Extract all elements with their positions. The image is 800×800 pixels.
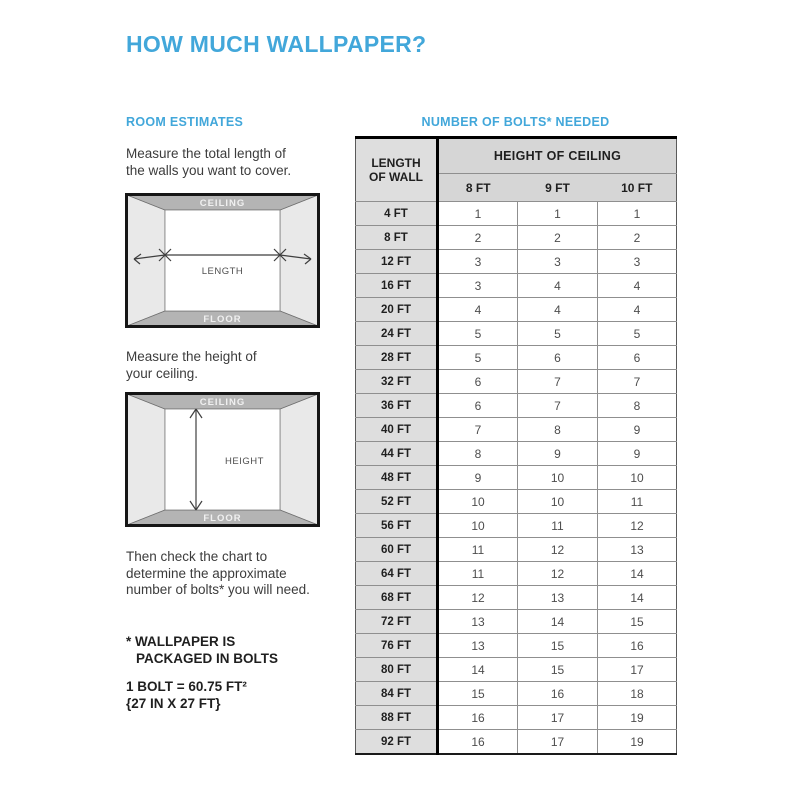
table-row xyxy=(356,226,677,250)
bolts-value-9ft: 8 xyxy=(518,418,598,442)
length-label: LENGTH xyxy=(201,266,244,277)
bolts-value-10ft: 19 xyxy=(598,706,677,730)
bolts-value-9ft: 12 xyxy=(518,538,598,562)
bolts-value-8ft: 14 xyxy=(438,658,518,682)
bolts-value-10ft: 9 xyxy=(598,418,677,442)
page-title: HOW MUCH WALLPAPER? xyxy=(126,31,427,57)
wall-length-cell: 84 FT xyxy=(356,682,438,706)
bolts-value-10ft: 16 xyxy=(598,634,677,658)
wall-length-cell: 36 FT xyxy=(356,394,438,418)
bolts-value-10ft: 12 xyxy=(598,514,677,538)
bolts-value-9ft: 6 xyxy=(518,346,598,370)
step2-line1: Measure the height of xyxy=(126,349,257,364)
ceiling-label: CEILING xyxy=(199,198,246,209)
height-label: HEIGHT xyxy=(225,456,264,467)
bolts-value-9ft: 17 xyxy=(518,730,598,755)
bolts-value-8ft: 3 xyxy=(438,250,518,274)
table-row xyxy=(356,730,677,755)
bolts-value-9ft: 17 xyxy=(518,706,598,730)
wall-length-cell: 88 FT xyxy=(356,706,438,730)
bolts-value-8ft: 13 xyxy=(438,634,518,658)
bolts-value-9ft: 11 xyxy=(518,514,598,538)
length-of-wall-line2: OF WALL xyxy=(369,170,423,184)
bolts-value-8ft: 16 xyxy=(438,730,518,755)
bolts-value-10ft: 8 xyxy=(598,394,677,418)
bolts-value-10ft: 13 xyxy=(598,538,677,562)
wall-length-cell: 72 FT xyxy=(356,610,438,634)
table-row xyxy=(356,250,677,274)
wall-length-cell: 8 FT xyxy=(356,226,438,250)
wall-length-cell: 4 FT xyxy=(356,202,438,226)
bolts-value-8ft: 11 xyxy=(438,538,518,562)
wall-length-cell: 80 FT xyxy=(356,658,438,682)
bolts-value-8ft: 2 xyxy=(438,226,518,250)
bolts-value-9ft: 4 xyxy=(518,298,598,322)
bolts-value-9ft: 13 xyxy=(518,586,598,610)
table-row xyxy=(356,346,677,370)
table-row xyxy=(356,586,677,610)
wall-length-cell: 12 FT xyxy=(356,250,438,274)
bolts-value-10ft: 18 xyxy=(598,682,677,706)
room-length-diagram xyxy=(125,193,320,328)
step2-line2: your ceiling. xyxy=(126,365,199,381)
left-wall xyxy=(127,394,165,525)
table-row xyxy=(356,538,677,562)
bolts-value-8ft: 12 xyxy=(438,586,518,610)
back-wall xyxy=(165,210,280,311)
step1-instruction xyxy=(126,146,291,179)
table-row xyxy=(356,298,677,322)
length-of-wall-line1: LENGTH xyxy=(371,156,421,170)
bolts-value-8ft: 13 xyxy=(438,610,518,634)
wall-length-cell: 32 FT xyxy=(356,370,438,394)
bolts-table xyxy=(355,136,677,755)
bolts-value-8ft: 11 xyxy=(438,562,518,586)
step3-line2: determine the approximate xyxy=(126,565,287,581)
table-row xyxy=(356,706,677,730)
wall-length-cell: 28 FT xyxy=(356,346,438,370)
bolts-value-9ft: 10 xyxy=(518,466,598,490)
bolts-value-10ft: 17 xyxy=(598,658,677,682)
col-header-9ft: 9 FT xyxy=(518,174,598,202)
bolts-value-9ft: 7 xyxy=(518,370,598,394)
bolts-value-9ft: 7 xyxy=(518,394,598,418)
bolts-value-9ft: 1 xyxy=(518,202,598,226)
footnote-line1: * WALLPAPER IS xyxy=(126,634,236,649)
bolts-value-10ft: 4 xyxy=(598,298,677,322)
bolts-value-9ft: 15 xyxy=(518,658,598,682)
bolt-note-line2: {27 IN X 27 FT} xyxy=(126,696,221,711)
floor-label: FLOOR xyxy=(203,513,242,524)
bolts-value-8ft: 15 xyxy=(438,682,518,706)
bolts-value-9ft: 15 xyxy=(518,634,598,658)
wall-length-cell: 68 FT xyxy=(356,586,438,610)
bolts-value-8ft: 1 xyxy=(438,202,518,226)
bolts-value-10ft: 5 xyxy=(598,322,677,346)
bolts-value-9ft: 3 xyxy=(518,250,598,274)
wall-length-cell: 52 FT xyxy=(356,490,438,514)
wall-length-cell: 92 FT xyxy=(356,730,438,755)
table-row xyxy=(356,658,677,682)
table-row xyxy=(356,466,677,490)
room-estimates-heading: ROOM ESTIMATES xyxy=(126,115,244,129)
table-row xyxy=(356,634,677,658)
bolts-value-8ft: 3 xyxy=(438,274,518,298)
bolt-size-note xyxy=(126,678,247,712)
step3-instruction xyxy=(126,549,310,599)
wall-length-cell: 24 FT xyxy=(356,322,438,346)
table-row xyxy=(356,322,677,346)
bolts-value-9ft: 5 xyxy=(518,322,598,346)
bolt-note-line1: 1 BOLT = 60.75 FT² xyxy=(126,679,247,694)
bolts-value-9ft: 4 xyxy=(518,274,598,298)
bolts-value-10ft: 6 xyxy=(598,346,677,370)
table-row xyxy=(356,514,677,538)
wall-length-cell: 48 FT xyxy=(356,466,438,490)
bolts-value-8ft: 5 xyxy=(438,322,518,346)
wall-length-cell: 76 FT xyxy=(356,634,438,658)
bolts-value-10ft: 14 xyxy=(598,562,677,586)
bolts-value-9ft: 12 xyxy=(518,562,598,586)
table-row xyxy=(356,490,677,514)
col-header-10ft: 10 FT xyxy=(598,174,677,202)
step2-instruction xyxy=(126,349,257,382)
step3-line3: number of bolts* you will need. xyxy=(126,582,310,597)
step1-line1: Measure the total length of xyxy=(126,146,286,161)
bolts-value-8ft: 9 xyxy=(438,466,518,490)
table-row xyxy=(356,610,677,634)
height-of-ceiling-header: HEIGHT OF CEILING xyxy=(438,138,677,174)
bolts-value-8ft: 6 xyxy=(438,394,518,418)
table-row xyxy=(356,682,677,706)
floor-label: FLOOR xyxy=(203,314,242,325)
table-row xyxy=(356,562,677,586)
bolts-value-8ft: 5 xyxy=(438,346,518,370)
table-row xyxy=(356,418,677,442)
bolts-value-8ft: 10 xyxy=(438,514,518,538)
bolts-value-10ft: 15 xyxy=(598,610,677,634)
bolts-value-10ft: 10 xyxy=(598,466,677,490)
bolts-value-9ft: 16 xyxy=(518,682,598,706)
bolts-value-8ft: 7 xyxy=(438,418,518,442)
bolts-value-9ft: 2 xyxy=(518,226,598,250)
bolts-value-8ft: 16 xyxy=(438,706,518,730)
table-row xyxy=(356,202,677,226)
wall-length-cell: 56 FT xyxy=(356,514,438,538)
right-wall xyxy=(280,394,318,525)
table-row xyxy=(356,370,677,394)
bolts-value-10ft: 7 xyxy=(598,370,677,394)
bolts-value-10ft: 9 xyxy=(598,442,677,466)
ceiling-label: CEILING xyxy=(199,397,246,408)
wall-length-cell: 64 FT xyxy=(356,562,438,586)
wall-length-cell: 16 FT xyxy=(356,274,438,298)
wall-length-cell: 40 FT xyxy=(356,418,438,442)
table-row xyxy=(356,442,677,466)
bolts-needed-heading: NUMBER OF BOLTS* NEEDED xyxy=(421,115,610,129)
bolts-value-8ft: 6 xyxy=(438,370,518,394)
table-row xyxy=(356,394,677,418)
table-row xyxy=(356,274,677,298)
step3-line1: Then check the chart to xyxy=(126,549,268,564)
bolts-value-9ft: 9 xyxy=(518,442,598,466)
bolts-value-9ft: 10 xyxy=(518,490,598,514)
wall-length-cell: 20 FT xyxy=(356,298,438,322)
footnote-line2: PACKAGED IN BOLTS xyxy=(136,651,279,666)
wallpaper-bolts-footnote xyxy=(126,633,278,667)
col-header-8ft: 8 FT xyxy=(438,174,518,202)
bolts-value-10ft: 19 xyxy=(598,730,677,755)
bolts-value-8ft: 8 xyxy=(438,442,518,466)
wall-length-cell: 44 FT xyxy=(356,442,438,466)
bolts-value-8ft: 4 xyxy=(438,298,518,322)
step1-line2: the walls you want to cover. xyxy=(126,162,292,178)
bolts-value-10ft: 11 xyxy=(598,490,677,514)
length-of-wall-header xyxy=(356,138,438,202)
bolts-value-10ft: 4 xyxy=(598,274,677,298)
bolts-value-10ft: 3 xyxy=(598,250,677,274)
bolts-value-9ft: 14 xyxy=(518,610,598,634)
bolts-value-10ft: 14 xyxy=(598,586,677,610)
bolts-value-10ft: 1 xyxy=(598,202,677,226)
bolts-value-10ft: 2 xyxy=(598,226,677,250)
wall-length-cell: 60 FT xyxy=(356,538,438,562)
room-height-diagram xyxy=(125,392,320,527)
bolts-value-8ft: 10 xyxy=(438,490,518,514)
